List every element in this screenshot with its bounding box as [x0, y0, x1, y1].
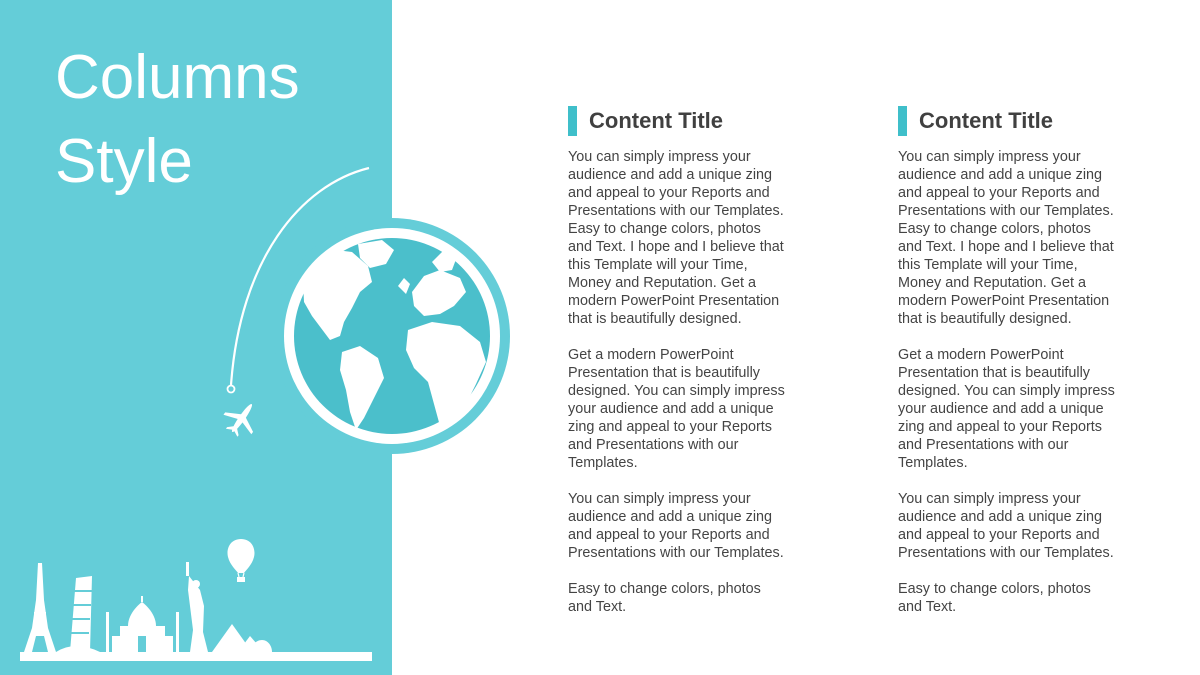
- column-paragraph: You can simply impress your audience and add a unique zing and appeal to your Reports and Presentations with our Templates.: [568, 491, 784, 561]
- slide-title-line-1: Columns: [55, 43, 300, 112]
- column-paragraph: You can simply impress your audience and add a unique zing and appeal to your Reports and Presentations with our Templates.: [898, 491, 1114, 561]
- column-header: [898, 106, 1130, 138]
- column-title: Content Title: [919, 108, 1054, 133]
- travel-illustration: [0, 0, 520, 675]
- column-paragraph: You can simply impress your audience and add a unique zing and appeal to your Reports and Presentations with our Templates. Easy to change colors, photos and Text. I hope and I believe that this Template will your Time, Money and Reputation. Get a modern PowerPoint Presentation that is beautifully designed.: [898, 149, 1114, 327]
- column-body: [898, 148, 1130, 616]
- column-body: [568, 148, 800, 616]
- content-column-1: [568, 106, 800, 634]
- accent-bar: [568, 106, 577, 136]
- column-paragraph: You can simply impress your audience and add a unique zing and appeal to your Reports and Presentations with our Templates. Easy to change colors, photos and Text. I hope and I believe that this Template will your Time, Money and Reputation. Get a modern PowerPoint Presentation that is beautifully designed.: [568, 149, 784, 327]
- accent-bar: [898, 106, 907, 136]
- column-paragraph: Easy to change colors, photos and Text.: [898, 581, 1091, 615]
- column-title: Content Title: [589, 108, 724, 133]
- hot-air-balloon-icon: [228, 539, 255, 582]
- globe-icon: [274, 218, 510, 454]
- slide-title-line-2: Style: [55, 126, 193, 196]
- landmarks-skyline-icon: [20, 562, 372, 661]
- content-column-2: [898, 106, 1130, 634]
- column-paragraph: Get a modern PowerPoint Presentation that is beautifully designed. You can simply impress your audience and add a unique zing and appeal to your Reports and Presentations with our Templates.: [568, 347, 785, 471]
- column-paragraph: Easy to change colors, photos and Text.: [568, 581, 761, 615]
- column-header: [568, 106, 800, 138]
- flight-path-dot-icon: [228, 386, 235, 393]
- airplane-icon: [218, 394, 266, 442]
- column-paragraph: Get a modern PowerPoint Presentation that is beautifully designed. You can simply impress your audience and add a unique zing and appeal to your Reports and Presentations with our Templates.: [898, 347, 1115, 471]
